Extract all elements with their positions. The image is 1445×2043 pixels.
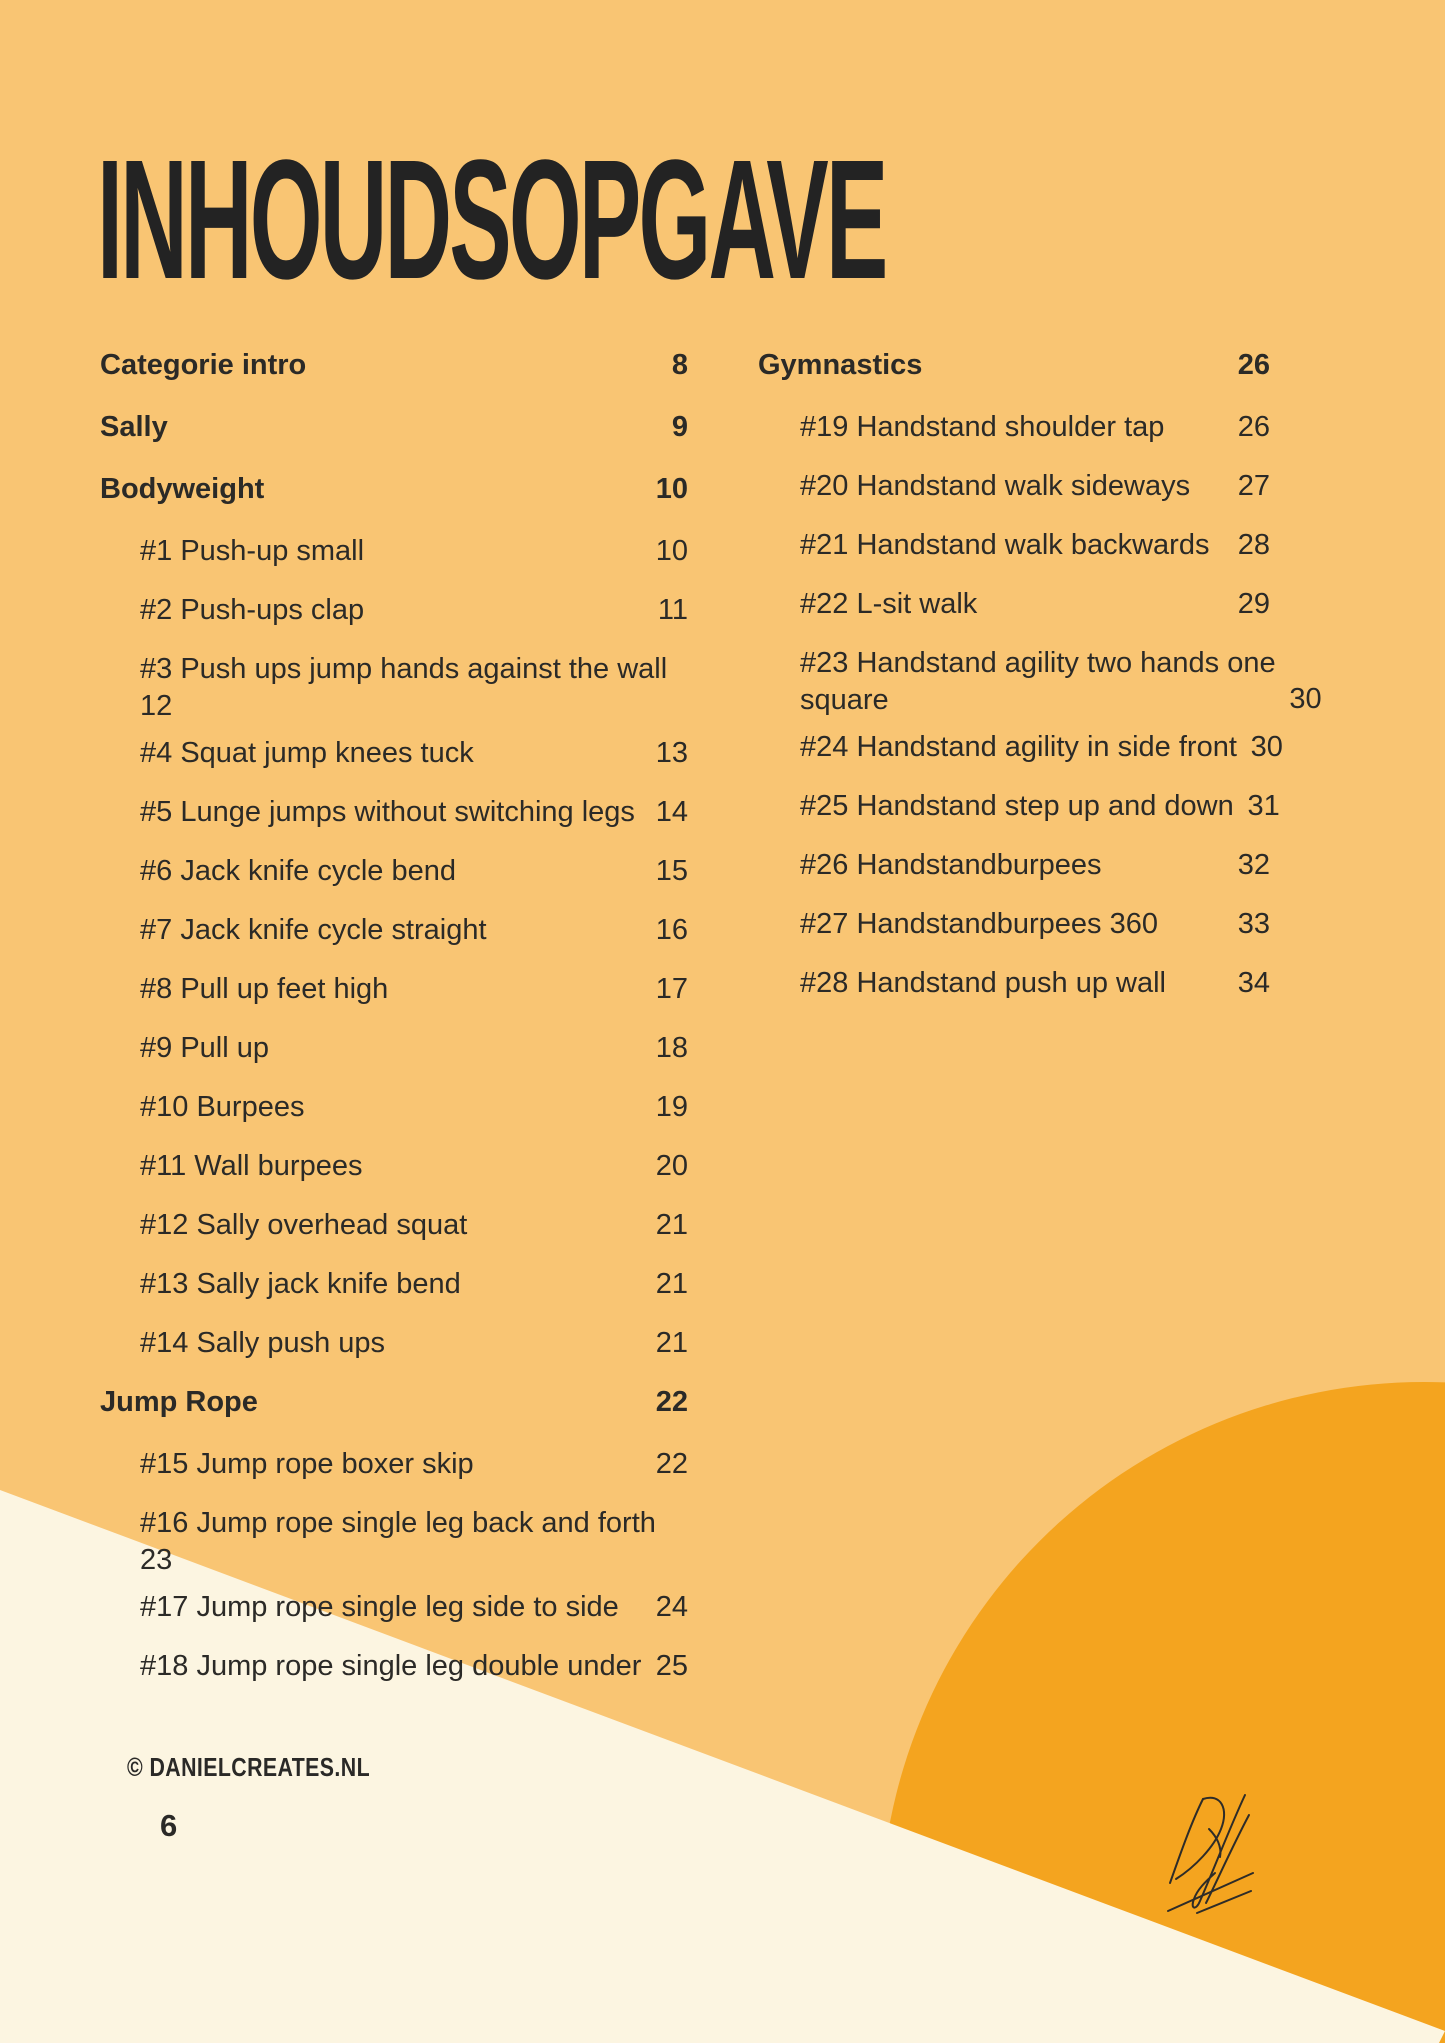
toc-row-label: Bodyweight (100, 473, 265, 505)
toc-row-label-line1: #23 Handstand agility two hands one (800, 647, 1276, 679)
toc-row-label: #28 Handstand push up wall (800, 967, 1166, 999)
toc-row-label: #3 Push ups jump hands against the wall (140, 653, 668, 685)
toc-row[interactable] (100, 1324, 688, 1362)
toc-row-page-number: 9 (671, 411, 688, 443)
toc-row-label: #10 Burpees (140, 1091, 305, 1123)
toc-row[interactable] (758, 846, 1270, 884)
toc-row-label: #9 Pull up (140, 1032, 269, 1064)
toc-row[interactable] (100, 734, 688, 772)
toc-row-page-number: 22 (655, 1386, 688, 1418)
toc-row-label: #8 Pull up feet high (140, 973, 389, 1005)
toc-row-label: #5 Lunge jumps without switching legs (140, 796, 635, 828)
toc-row-page-number: 21 (655, 1327, 688, 1359)
toc-row-page-number: 26 (1237, 411, 1270, 443)
toc-row-label: #24 Handstand agility in side front (800, 731, 1237, 763)
toc-row-label: #25 Handstand step up and down (800, 790, 1234, 822)
toc-row[interactable] (100, 1647, 688, 1685)
toc-row-page-number: 17 (655, 973, 688, 1005)
toc-row[interactable] (758, 585, 1270, 623)
toc-row-label: Jump Rope (100, 1386, 258, 1418)
toc-row[interactable] (100, 1029, 688, 1067)
toc-row-label (800, 644, 1276, 718)
toc-row-label: Gymnastics (758, 349, 923, 381)
toc-column-left (100, 346, 688, 1706)
toc-row-label: #2 Push-ups clap (140, 594, 365, 626)
toc-row-page-number: 33 (1237, 908, 1270, 940)
toc-row[interactable] (100, 1088, 688, 1126)
toc-row[interactable] (100, 793, 688, 831)
toc-row-page-number: 11 (657, 594, 688, 626)
toc-row-page-number: 23 (140, 1544, 173, 1576)
toc-row-page-number: 21 (655, 1268, 688, 1300)
toc-row-label: #6 Jack knife cycle bend (140, 855, 456, 887)
toc-row[interactable] (100, 532, 688, 570)
toc-row-page-number: 25 (655, 1650, 688, 1682)
toc-row-page-number: 19 (655, 1091, 688, 1123)
toc-row-label-line2: square (800, 684, 889, 716)
toc-row-page-number: 18 (655, 1032, 688, 1064)
toc-row-label: #15 Jump rope boxer skip (140, 1448, 474, 1480)
toc-row-page-number: 13 (655, 737, 688, 769)
toc-row[interactable] (758, 964, 1270, 1002)
toc-row-label: #12 Sally overhead squat (140, 1209, 468, 1241)
toc-row-label: #1 Push-up small (140, 535, 365, 567)
toc-row-page-number: 10 (655, 473, 688, 505)
toc-row-label: #17 Jump rope single leg side to side (140, 1591, 619, 1623)
toc-row-label: #13 Sally jack knife bend (140, 1268, 461, 1300)
toc-row[interactable] (100, 1445, 688, 1483)
toc-row[interactable] (758, 346, 1270, 384)
toc-row[interactable] (100, 408, 688, 446)
toc-row-page-number: 34 (1237, 967, 1270, 999)
toc-row-page-number: 16 (655, 914, 688, 946)
toc-row-page-number: 29 (1237, 588, 1270, 620)
toc-row-page-number: 21 (655, 1209, 688, 1241)
toc-row-page-number: 12 (140, 690, 173, 722)
toc-row-label: Categorie intro (100, 349, 307, 381)
toc-row[interactable] (100, 1265, 688, 1303)
toc-row[interactable] (758, 728, 1283, 766)
toc-row-label: #4 Squat jump knees tuck (140, 737, 474, 769)
toc-row-page-number: 14 (655, 796, 688, 828)
toc-row-page-number: 8 (671, 349, 688, 381)
toc-row-page-number: 22 (655, 1448, 688, 1480)
toc-row-page-number: 26 (1237, 349, 1270, 381)
toc-row-page-number: 32 (1237, 849, 1270, 881)
toc-row[interactable] (100, 1206, 688, 1244)
toc-row-page-number: 30 (1289, 683, 1322, 715)
toc-row[interactable] (758, 905, 1270, 943)
toc-row-page-number: 10 (655, 535, 688, 567)
toc-row[interactable] (758, 787, 1280, 825)
page-title: INHOUDSOPGAVE (97, 125, 886, 315)
toc-row[interactable] (100, 911, 688, 949)
toc-row-page-number: 20 (655, 1150, 688, 1182)
toc-row-label: #27 Handstandburpees 360 (800, 908, 1158, 940)
toc-column-right (758, 346, 1322, 1023)
toc-row[interactable] (100, 346, 688, 384)
toc-row[interactable] (100, 1147, 688, 1185)
toc-row-page-number: 24 (655, 1591, 688, 1623)
toc-row-label: #20 Handstand walk sideways (800, 470, 1191, 502)
toc-row-label: #21 Handstand walk backwards (800, 529, 1210, 561)
toc-row-label: #22 L-sit walk (800, 588, 978, 620)
toc-row[interactable] (100, 1588, 688, 1626)
toc-row-label: #16 Jump rope single leg back and forth (140, 1507, 656, 1539)
toc-row[interactable] (100, 1504, 688, 1578)
toc-row-page-number: 27 (1237, 470, 1270, 502)
toc-row-label: Sally (100, 411, 168, 443)
toc-row[interactable] (758, 644, 1322, 718)
toc-row[interactable] (758, 467, 1270, 505)
toc-row-page-number: 28 (1237, 529, 1270, 561)
toc-row[interactable] (100, 591, 688, 629)
toc-row-label: #7 Jack knife cycle straight (140, 914, 487, 946)
toc-row-page-number: 30 (1250, 731, 1283, 763)
toc-row-label: #26 Handstandburpees (800, 849, 1102, 881)
toc-row-label: #11 Wall burpees (140, 1150, 363, 1182)
toc-row[interactable] (100, 470, 688, 508)
toc-row-page-number: 31 (1247, 790, 1280, 822)
page-number: 6 (160, 1808, 178, 1843)
toc-row[interactable] (758, 408, 1270, 446)
toc-row-label: #14 Sally push ups (140, 1327, 386, 1359)
toc-row[interactable] (100, 970, 688, 1008)
toc-row-label: #18 Jump rope single leg double under (140, 1650, 642, 1682)
toc-row-page-number: 15 (655, 855, 688, 887)
toc-row[interactable] (100, 650, 688, 724)
toc-row[interactable] (758, 526, 1270, 564)
toc-row-label: #19 Handstand shoulder tap (800, 411, 1165, 443)
toc-row[interactable] (100, 1383, 688, 1421)
toc-row[interactable] (100, 852, 688, 890)
copyright-notice: © DANIELCREATES.NL (127, 1752, 371, 1782)
